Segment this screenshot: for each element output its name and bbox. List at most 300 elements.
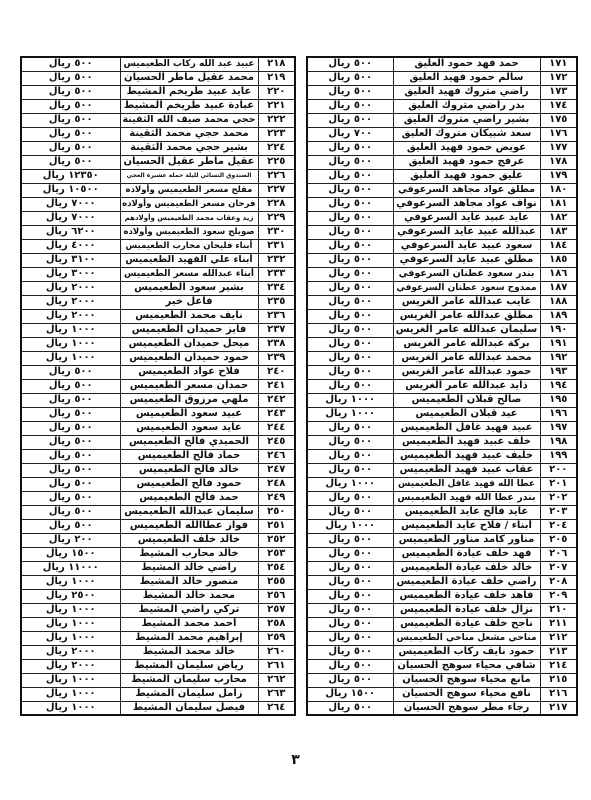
donation-amount: ٥٠٠ ريال [307, 197, 393, 211]
donor-name: فيصل سليمان المشيط [120, 701, 258, 715]
table-row [21, 239, 295, 253]
table-row [307, 71, 577, 85]
row-number: ٢٢٩ [258, 211, 295, 225]
donor-name: محارب سليمان المشيط [120, 673, 258, 687]
page-number: ٣ [291, 752, 300, 768]
donation-amount: ٥٠٠ ريال [21, 155, 120, 169]
row-number: ٢٦٤ [258, 701, 295, 715]
table-row [21, 463, 295, 477]
donor-name: عرفج حمود فهيد العليق [393, 155, 540, 169]
table-row [21, 589, 295, 603]
donation-amount: ٥٠٠ ريال [307, 295, 393, 309]
table-row [307, 701, 577, 715]
row-number: ٢١٣ [540, 645, 577, 659]
donor-name: رياض سليمان المشيط [120, 659, 258, 673]
table-row [307, 505, 577, 519]
row-number: ٢٠٩ [540, 589, 577, 603]
table-row [307, 687, 577, 701]
row-number: ٢٦١ [258, 659, 295, 673]
donation-amount: ١٠٥٠٠ ريال [21, 183, 120, 197]
donation-amount: ٥٠٠ ريال [21, 71, 120, 85]
table-row [307, 645, 577, 659]
table-row [307, 477, 577, 491]
row-number: ٢٥١ [258, 519, 295, 533]
donor-name: مانع محياء سوهج الحسيان [393, 673, 540, 687]
donor-name: خالد خلف الطعيميس [120, 533, 258, 547]
donation-amount: ١٠٠٠ ريال [307, 407, 393, 421]
row-number: ١٩٣ [540, 365, 577, 379]
donation-amount: ٥٠٠ ريال [307, 239, 393, 253]
donation-amount: ٥٠٠ ريال [21, 365, 120, 379]
table-row [307, 589, 577, 603]
donor-name: خالد محارب المشيط [120, 547, 258, 561]
row-number: ٢٥٨ [258, 617, 295, 631]
donor-name: محمد عبدالله عامر الغريس [393, 351, 540, 365]
donation-amount: ١٠٠٠ ريال [307, 477, 393, 491]
donor-name: أبناء عبدالله مسعر الطعيميس [120, 267, 258, 281]
donor-name: راضي متروك فهيد العليق [393, 85, 540, 99]
row-number: ١٩٢ [540, 351, 577, 365]
donation-amount: ١٠٠٠ ريال [307, 393, 393, 407]
row-number: ١٩٤ [540, 379, 577, 393]
table-row [21, 127, 295, 141]
donation-amount: ٣١٠٠ ريال [21, 253, 120, 267]
donor-name: نافع محياء سوهج الحسيان [393, 687, 540, 701]
donor-name: عايد عبيد عايد السرعوفي [393, 211, 540, 225]
table-row [307, 407, 577, 421]
donation-amount: ٦٢٠٠ ريال [21, 225, 120, 239]
donor-name: أبناء / فلاح عايد الطعيميس [393, 519, 540, 533]
row-number: ١٧٥ [540, 113, 577, 127]
donation-amount: ٢٠٠ ريال [21, 533, 120, 547]
table-row [21, 631, 295, 645]
row-number: ٢٢٦ [258, 169, 295, 183]
donation-amount: ٥٠٠ ريال [307, 85, 393, 99]
table-row [307, 533, 577, 547]
donor-name: عقيل ماطر عقيل الحسيان [120, 155, 258, 169]
row-number: ٢٢٣ [258, 127, 295, 141]
donation-amount: ١٠٠٠ ريال [21, 687, 120, 701]
row-number: ٢٥٥ [258, 575, 295, 589]
table-row [21, 701, 295, 715]
donor-name: مطلق عواد مجاهد السرعوفي [393, 183, 540, 197]
row-number: ١٧٢ [540, 71, 577, 85]
donation-amount: ٥٠٠ ريال [307, 701, 393, 715]
table-row [307, 673, 577, 687]
row-number: ٢١٥ [540, 673, 577, 687]
donor-name: حجي محمد ضيف الله الثقينة [120, 113, 258, 127]
donor-name: حماد فالح الطعيميس [120, 449, 258, 463]
donation-amount: ٤٠٠٠ ريال [21, 239, 120, 253]
table-row [21, 547, 295, 561]
table-row [21, 253, 295, 267]
table-row [307, 491, 577, 505]
table-row [21, 225, 295, 239]
donor-name: مطلق عبيد عايد السرعوفي [393, 253, 540, 267]
row-number: ١٧٣ [540, 85, 577, 99]
donor-name: عبادة عبيد طريخم المشيط [120, 99, 258, 113]
row-number: ٢٥٠ [258, 505, 295, 519]
donation-amount: ٥٠٠ ريال [21, 505, 120, 519]
donation-amount: ١٠٠٠ ريال [307, 519, 393, 533]
row-number: ٢٥٢ [258, 533, 295, 547]
donation-amount: ١٠٠٠ ريال [21, 617, 120, 631]
donor-name: أحمد محمد المشيط [120, 617, 258, 631]
donation-amount: ٢٠٠٠ ريال [21, 645, 120, 659]
table-row [21, 407, 295, 421]
table-row [307, 141, 577, 155]
donation-amount: ٥٠٠ ريال [307, 337, 393, 351]
row-number: ١٨٨ [540, 295, 577, 309]
row-number: ٢٠٥ [540, 533, 577, 547]
table-row [21, 645, 295, 659]
row-number: ٢٢٨ [258, 197, 295, 211]
table-row [21, 449, 295, 463]
table-row [21, 673, 295, 687]
table-row [21, 687, 295, 701]
row-number: ٢٣٣ [258, 267, 295, 281]
row-number: ٢٦٣ [258, 687, 295, 701]
donor-name: تركي راضي المشيط [120, 603, 258, 617]
donor-name: منصور خالد المشيط [120, 575, 258, 589]
donation-amount: ٢٠٠٠ ريال [21, 295, 120, 309]
donor-name: حمد فهد حمود العليق [393, 57, 540, 71]
row-number: ١٧١ [540, 57, 577, 71]
row-number: ١٧٤ [540, 99, 577, 113]
donor-name: راضي خلف عيادة الطعيميس [393, 575, 540, 589]
row-number: ٢٥٩ [258, 631, 295, 645]
row-number: ٢١٨ [258, 57, 295, 71]
donor-name: حمود حميدان الطعيميس [120, 351, 258, 365]
table-row [21, 113, 295, 127]
donor-name: مناحي مشعل مناحي الطعيميس [393, 631, 540, 645]
donation-amount: ٣٠٠٠ ريال [21, 267, 120, 281]
donation-amount: ٥٠٠ ريال [307, 435, 393, 449]
donation-amount: ٧٠٠ ريال [307, 127, 393, 141]
table-row [307, 169, 577, 183]
table-row [307, 323, 577, 337]
donation-amount: ١١٠٠٠ ريال [21, 561, 120, 575]
donor-name: فاعل خير [120, 295, 258, 309]
donation-amount: ٢٠٠٠ ريال [21, 309, 120, 323]
table-row [307, 113, 577, 127]
donation-amount: ٥٠٠ ريال [307, 57, 393, 71]
donation-amount: ٥٠٠ ريال [307, 617, 393, 631]
donation-amount: ٥٠٠ ريال [307, 309, 393, 323]
table-row [307, 351, 577, 365]
row-number: ١٩٨ [540, 435, 577, 449]
donation-amount: ١٥٠٠ ريال [307, 687, 393, 701]
donation-amount: ٥٠٠ ريال [21, 85, 120, 99]
donation-amount: ٥٠٠ ريال [307, 113, 393, 127]
donation-amount: ١٥٠٠ ريال [21, 547, 120, 561]
row-number: ١٨٩ [540, 309, 577, 323]
table-row [21, 309, 295, 323]
donation-amount: ٢٥٠٠ ريال [21, 589, 120, 603]
donor-name: أبناء علي الفهيد الطعيميس [120, 253, 258, 267]
donation-amount: ٢٠٠٠ ريال [21, 659, 120, 673]
row-number: ٢٠١ [540, 477, 577, 491]
table-row [21, 169, 295, 183]
row-number: ٢٤٤ [258, 421, 295, 435]
donation-amount: ٥٠٠ ريال [307, 281, 393, 295]
donation-amount: ٥٠٠ ريال [21, 127, 120, 141]
donation-amount: ٥٠٠ ريال [307, 253, 393, 267]
donation-amount: ٥٠٠ ريال [21, 141, 120, 155]
row-number: ٢٠٧ [540, 561, 577, 575]
donor-name: بشير راضي متروك العليق [393, 113, 540, 127]
row-number: ٢٢١ [258, 99, 295, 113]
row-number: ٢١٩ [258, 71, 295, 85]
donor-name: عبيد سعود الطعيميس [120, 407, 258, 421]
table-row [21, 281, 295, 295]
donation-amount: ٥٠٠ ريال [21, 435, 120, 449]
row-number: ١٨٣ [540, 225, 577, 239]
table-row [307, 435, 577, 449]
donation-amount: ٥٠٠ ريال [307, 155, 393, 169]
donation-amount: ٥٠٠ ريال [307, 603, 393, 617]
donor-name: عايد فالح عايد الطعيميس [393, 505, 540, 519]
table-row [21, 617, 295, 631]
row-number: ٢٥٦ [258, 589, 295, 603]
row-number: ١٨٠ [540, 183, 577, 197]
table-row [21, 351, 295, 365]
table-row [21, 393, 295, 407]
row-number: ٢٠٢ [540, 491, 577, 505]
table-row [21, 183, 295, 197]
donor-name: حمود عبدالله عامر الغريس [393, 365, 540, 379]
donor-name: خليف عبيد فهيد الطعيميس [393, 449, 540, 463]
donation-amount: ٥٠٠ ريال [307, 505, 393, 519]
table-row [21, 85, 295, 99]
donor-name: سعود عبيد عايد السرعوفي [393, 239, 540, 253]
donor-name: ذايد عبدالله عامر الغريس [393, 379, 540, 393]
table-row [307, 379, 577, 393]
donation-amount: ٥٠٠ ريال [307, 463, 393, 477]
donor-name: أبناء فليحان محارب الطعيميس [120, 239, 258, 253]
table-row [307, 393, 577, 407]
donor-name: زامل سليمان المشيط [120, 687, 258, 701]
donation-amount: ٥٠٠ ريال [21, 421, 120, 435]
donation-amount: ٥٠٠ ريال [21, 379, 120, 393]
donation-amount: ٥٠٠ ريال [307, 267, 393, 281]
donation-amount: ٥٠٠ ريال [307, 631, 393, 645]
table-row [307, 631, 577, 645]
donor-name: عبدالله عبيد عايد السرعوفي [393, 225, 540, 239]
donation-amount: ٥٠٠ ريال [307, 449, 393, 463]
table-row [21, 519, 295, 533]
donor-name: بشير سعود الطعيميس [120, 281, 258, 295]
row-number: ٢٢٢ [258, 113, 295, 127]
donor-name: سالم حمود فهيد العليق [393, 71, 540, 85]
donor-name: فايز حميدان الطعيميس [120, 323, 258, 337]
row-number: ٢١٤ [540, 659, 577, 673]
donor-name: شافي محياء سوهج الحسيان [393, 659, 540, 673]
row-number: ٢٤٨ [258, 477, 295, 491]
donor-name: الحميدي فالح الطعيميس [120, 435, 258, 449]
donation-amount: ٥٠٠ ريال [307, 169, 393, 183]
table-row [307, 519, 577, 533]
row-number: ١٨٦ [540, 267, 577, 281]
donor-table-right-body [307, 57, 577, 715]
donor-name: محمد حجي محمد الثقينة [120, 127, 258, 141]
donation-amount: ٥٠٠ ريال [21, 449, 120, 463]
row-number: ٢٤٠ [258, 365, 295, 379]
donor-name: ممدوح سعود عطنان السرعوفي [393, 281, 540, 295]
donor-name: نواف عواد مجاهد السرعوفي [393, 197, 540, 211]
donor-name: بشير حجي محمد الثقينة [120, 141, 258, 155]
row-number: ١٨٢ [540, 211, 577, 225]
table-row [21, 575, 295, 589]
row-number: ٢٠٣ [540, 505, 577, 519]
table-row [21, 295, 295, 309]
donation-amount: ٥٠٠ ريال [307, 673, 393, 687]
donor-name: حمود فالح الطعيميس [120, 477, 258, 491]
donor-table-left [20, 56, 296, 716]
donor-name: ميحل حميدان الطعيميس [120, 337, 258, 351]
table-row [307, 575, 577, 589]
donor-name: فواز عطاالله الطعيميس [120, 519, 258, 533]
donor-name: خالد محمد المشيط [120, 645, 258, 659]
table-row [307, 659, 577, 673]
table-row [307, 239, 577, 253]
row-number: ٢٣٧ [258, 323, 295, 337]
row-number: ٢١٧ [540, 701, 577, 715]
table-row [307, 127, 577, 141]
donor-name: عطا الله فهيد غافل الطعيميس [393, 477, 540, 491]
donation-amount: ٧٠٠٠ ريال [21, 197, 120, 211]
table-row [21, 141, 295, 155]
row-number: ٢٤٧ [258, 463, 295, 477]
donor-name: مطلق عبدالله عامر الغريس [393, 309, 540, 323]
table-row [307, 603, 577, 617]
table-row [307, 463, 577, 477]
table-row [21, 659, 295, 673]
row-number: ٢٤٥ [258, 435, 295, 449]
table-row [307, 281, 577, 295]
donation-amount: ٥٠٠ ريال [307, 183, 393, 197]
donor-name: فلاح عواد الطعيميس [120, 365, 258, 379]
row-number: ٢١٦ [540, 687, 577, 701]
donor-name: فرحان مسعر الطعيميس وأولاده [120, 197, 258, 211]
table-row [21, 57, 295, 71]
row-number: ١٧٩ [540, 169, 577, 183]
donor-name: ملهي مرزوق الطعيميس [120, 393, 258, 407]
table-row [21, 211, 295, 225]
donor-name: نايف محمد الطعيميس [120, 309, 258, 323]
donation-amount: ٥٠٠ ريال [21, 99, 120, 113]
donor-name: بندر عطا الله فهيد الطعيميس [393, 491, 540, 505]
donor-name: صالح قبلان الطعيميس [393, 393, 540, 407]
table-row [21, 365, 295, 379]
donor-name: عقاب عبيد فهيد الطعيميس [393, 463, 540, 477]
table-row [307, 617, 577, 631]
table-row [307, 267, 577, 281]
row-number: ٢٤٣ [258, 407, 295, 421]
row-number: ٢١٠ [540, 603, 577, 617]
donor-name: عويض حمود فهيد العليق [393, 141, 540, 155]
row-number: ٢٠٨ [540, 575, 577, 589]
donation-amount: ٥٠٠ ريال [307, 547, 393, 561]
donation-amount: ٥٠٠ ريال [21, 113, 120, 127]
donor-name: فهد خلف عيادة الطعيميس [393, 547, 540, 561]
donation-amount: ٢٠٠٠ ريال [21, 281, 120, 295]
donor-table-left-body [21, 57, 295, 715]
table-row [21, 561, 295, 575]
donation-amount: ٥٠٠ ريال [307, 379, 393, 393]
donor-table-right [306, 56, 578, 716]
row-number: ٢٣٥ [258, 295, 295, 309]
table-row [307, 57, 577, 71]
table-row [307, 99, 577, 113]
table-row [307, 449, 577, 463]
row-number: ١٩٠ [540, 323, 577, 337]
donor-name: حمود نايف ركاب الطعيميس [393, 645, 540, 659]
table-row [307, 561, 577, 575]
table-row [21, 99, 295, 113]
row-number: ٢٤٦ [258, 449, 295, 463]
row-number: ٢٤٢ [258, 393, 295, 407]
table-row [21, 337, 295, 351]
row-number: ٢٠٠ [540, 463, 577, 477]
donor-name: بدر راضي متروك العليق [393, 99, 540, 113]
donor-name: راضي خالد المشيط [120, 561, 258, 575]
donor-name: خالد فالح الطعيميس [120, 463, 258, 477]
table-row [307, 421, 577, 435]
donor-name: عليق حمود فهيد العليق [393, 169, 540, 183]
row-number: ٢٢٧ [258, 183, 295, 197]
table-row [21, 155, 295, 169]
donor-name: محمد عقيل ماطر الحسيان [120, 71, 258, 85]
row-number: ١٩١ [540, 337, 577, 351]
donor-name: عبيد عبد الله ركاب الطعيميس [120, 57, 258, 71]
table-row [307, 85, 577, 99]
donation-amount: ٥٠٠ ريال [307, 491, 393, 505]
donor-name: سعد شبيكان متروك العليق [393, 127, 540, 141]
donation-amount: ٥٠٠ ريال [307, 575, 393, 589]
donor-name: ناجح خلف عيادة الطعيميس [393, 617, 540, 631]
donation-amount: ٥٠٠ ريال [307, 365, 393, 379]
donation-amount: ٥٠٠ ريال [307, 225, 393, 239]
row-number: ١٩٩ [540, 449, 577, 463]
donor-name: محمد خالد المشيط [120, 589, 258, 603]
row-number: ٢٢٥ [258, 155, 295, 169]
row-number: ٢٠٦ [540, 547, 577, 561]
donor-name: بندر سعود عطنان السرعوفي [393, 267, 540, 281]
donation-amount: ٥٠٠ ريال [21, 491, 120, 505]
row-number: ٢١١ [540, 617, 577, 631]
table-row [21, 197, 295, 211]
donation-amount: ٥٠٠ ريال [21, 393, 120, 407]
table-row [307, 337, 577, 351]
donation-amount: ٥٠٠ ريال [307, 561, 393, 575]
row-number: ٢٦٢ [258, 673, 295, 687]
donor-name: صويلح سعود الطعيميس وأولاده [120, 225, 258, 239]
donation-amount: ٥٠٠ ريال [21, 407, 120, 421]
donation-amount: ٥٠٠ ريال [307, 323, 393, 337]
donor-name: بركة عبدالله عامر الغريس [393, 337, 540, 351]
table-row [307, 253, 577, 267]
donation-amount: ٥٠٠ ريال [307, 99, 393, 113]
table-row [307, 309, 577, 323]
row-number: ٢١٢ [540, 631, 577, 645]
donation-amount: ٥٠٠ ريال [21, 57, 120, 71]
table-row [307, 547, 577, 561]
donor-name: الصندوق النسائي لليلة حملة عشيرة العجي [120, 169, 258, 183]
table-row [307, 197, 577, 211]
donation-amount: ١٠٠٠ ريال [21, 701, 120, 715]
donor-name: سليمان عبدالله الطعيميس [120, 505, 258, 519]
